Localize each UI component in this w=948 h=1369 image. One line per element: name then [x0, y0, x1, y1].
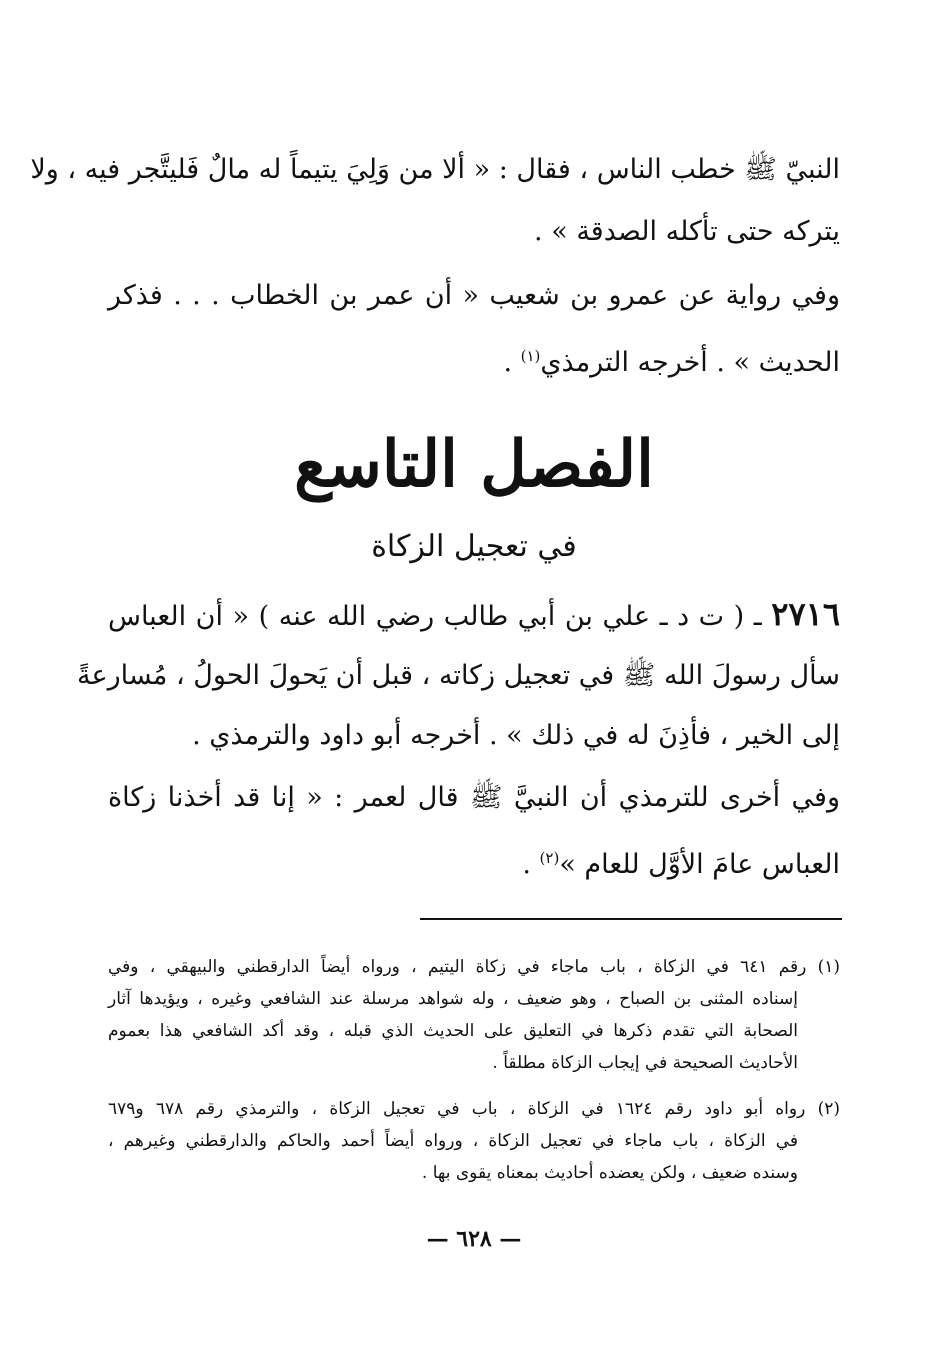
footnote-1-line-3: الصحابة التي تقدم ذكرها في التعليق على الحديث الذي قبله ، وقد أكد الشافعي هذا بعموم: [108, 1021, 798, 1041]
footnote-2-line-1: (٢) رواه أبو داود رقم ١٦٢٤ في الزكاة ، باب في تعجيل الزكاة ، والترمذي رقم ٦٧٨ و٦٧٩: [108, 1099, 840, 1119]
paragraph-1-line-2: يتركه حتى تأكله الصدقة » .: [534, 216, 840, 247]
hadith-line-5-text: العباس عامَ الأوَّل للعام »: [559, 849, 840, 880]
hadith-number: ٢٧١٦: [771, 595, 840, 633]
footnote-2-line-3: وسنده ضعيف ، ولكن يعضده أحاديث بمعناه يقوى بها .: [421, 1163, 798, 1183]
paragraph-1-line-1: النبيّ ﷺ خطب الناس ، فقال : « ألا من وَلِيَ يتيماً له مالٌ فَليتَّجر فيه ، ولا: [30, 154, 840, 185]
footnote-1-line-2: إسناده المثنى بن الصباح ، وهو ضعيف ، وله شواهد مرسلة عند الشافعي وغيره ، ويؤيدها آثار: [108, 989, 798, 1009]
hadith-line-3: إلى الخير ، فأذِنَ له في ذلك » . أخرجه أبو داود والترمذي .: [192, 720, 840, 751]
hadith-line-1-text: ـ ( ت د ـ علي بن أبي طالب رضي الله عنه ) « أن العباس: [108, 601, 762, 632]
paragraph-2-end: .: [503, 347, 513, 378]
hadith-line-1: [108, 594, 840, 637]
page-number: — ٦٢٨ —: [426, 1226, 522, 1252]
footnote-2-line-2: في الزكاة ، باب ماجاء في تعجيل الزكاة ، ورواه أيضاً أحمد والحاكم والدارقطني وغيرهم ،: [108, 1131, 798, 1151]
hadith-line-4: وفي أخرى للترمذي أن النبيَّ ﷺ قال لعمر : « إنا قد أخذنا زكاة: [108, 782, 840, 813]
hadith-line-5: [108, 838, 840, 885]
footnote-1-line-1: (١) رقم ٦٤١ في الزكاة ، باب ماجاء في زكاة اليتيم ، ورواه أيضاً الدارقطني والبيهقي ، وفي: [108, 957, 841, 977]
hadith-line-5-end: .: [522, 849, 531, 880]
footnote-1-line-4: الأحاديث الصحيحة في إيجاب الزكاة مطلقاً .: [492, 1053, 798, 1073]
chapter-title: الفصل التاسع: [294, 427, 654, 502]
hadith-line-2: سأل رسولَ الله ﷺ في تعجيل زكاته ، قبل أن يَحولَ الحولُ ، مُسارعةً: [76, 660, 840, 691]
footnote-divider: [420, 918, 842, 920]
paragraph-2-line-2: [108, 336, 840, 383]
footnote-ref-1: (١): [520, 347, 541, 365]
footnote-ref-2: (٢): [539, 849, 560, 867]
chapter-subtitle: في تعجيل الزكاة: [371, 529, 577, 564]
paragraph-2-line-1: وفي رواية عن عمرو بن شعيب « أن عمر بن الخطاب . . . فذكر: [108, 280, 840, 311]
paragraph-2-text: الحديث » . أخرجه الترمذي: [540, 347, 840, 378]
